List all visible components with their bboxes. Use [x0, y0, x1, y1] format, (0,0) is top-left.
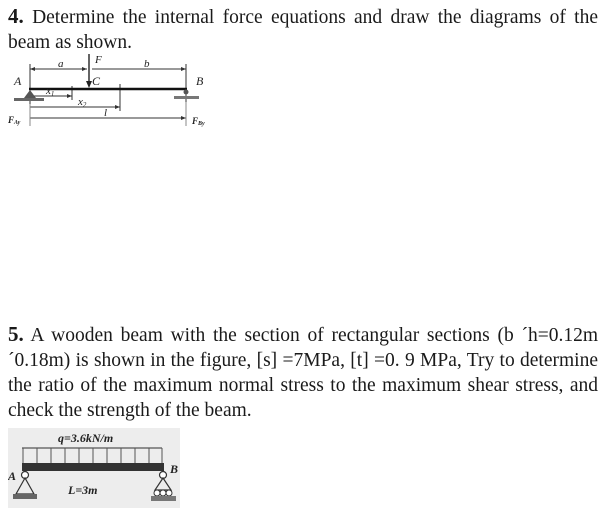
roller-support-b-icon [174, 96, 199, 99]
label-b: b [144, 58, 150, 70]
label-A: A [8, 469, 17, 483]
problem-5-statement [8, 322, 598, 423]
label-length-L: L=3m [68, 483, 98, 497]
label-FBy: FBy [192, 116, 205, 127]
problem-4-beam-figure [0, 54, 220, 130]
label-A: A [14, 74, 22, 88]
label-l: l [104, 107, 108, 119]
label-load-q: q=3.6kN/m [58, 431, 114, 445]
problem-5-text: A wooden beam with the section of rectangular sections (b ´h=0.12m´0.18m) is shown in the figure, [s] =7MPa, [t] =0. 9 MPa, Try to determine the ratio of the maximum normal stress to the maximum shear stress, and check the strength of the beam. [8, 325, 598, 421]
label-a: a [58, 58, 64, 70]
pin-support-a-icon [24, 90, 36, 98]
problem-4-statement [8, 4, 598, 55]
label-FAy: FAy [8, 115, 21, 126]
label-x1: x1 [46, 85, 55, 98]
problem-5-beam-figure [8, 428, 180, 508]
problem-5-number: 5. [8, 322, 24, 346]
label-B: B [170, 462, 179, 476]
problem-4-text: Determine the internal force equations and draw the diagrams of the beam as shown. [8, 7, 599, 53]
label-F: F [95, 54, 102, 66]
label-x2: x2 [78, 96, 87, 109]
problem-4-number: 4. [8, 4, 24, 28]
label-B: B [196, 74, 204, 88]
beam [22, 463, 164, 471]
label-C: C [92, 74, 101, 88]
